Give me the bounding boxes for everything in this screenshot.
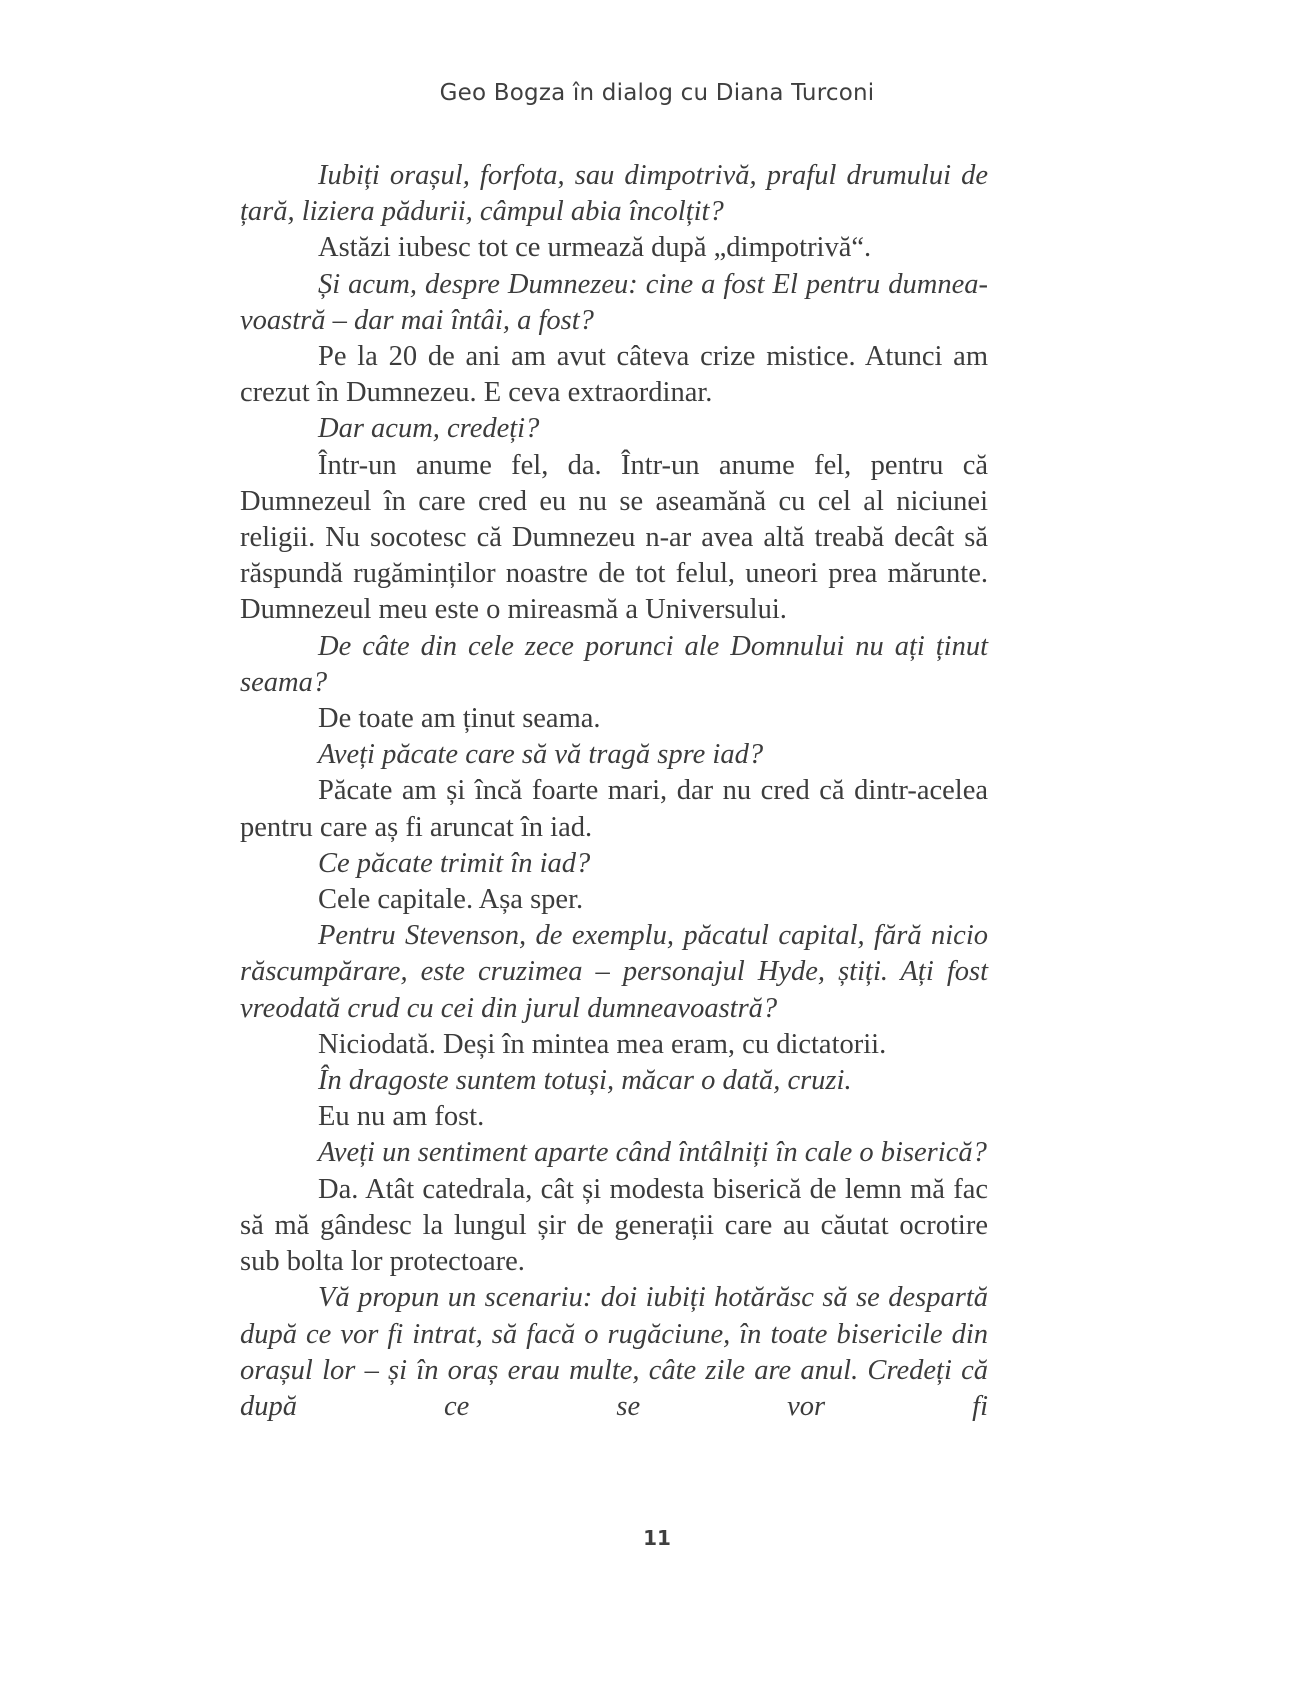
interview-answer: Cele capitale. Așa sper. (318, 884, 584, 916)
interview-answer: Pe la 20 de ani am avut câteva crize mistice. Atunci am crezut în Dumnezeu. E ceva extraordinar. (240, 341, 988, 409)
interview-answer: Într-un anume fel, da. Într-un anume fel, pentru că Dumnezeul în care cred eu nu se aseamănă cu cel al niciunei religii. Nu socotesc că Dumnezeu n-ar avea altă treabă decât să răspundă rugăminților noastre de tot felul, uneori prea mărunte. Dumnezeul meu este o mireasmă a Universului. (240, 449, 988, 626)
running-header-title: Geo Bogza în dialog cu Diana Turconi (439, 80, 875, 106)
interview-answer: De toate am ținut seama. (318, 703, 601, 735)
interview-question: Pentru Stevenson, de exemplu, păcatul capital, fără nicio răscumpărare, este cruzimea – personajul Hyde, știți. Ați fost vreodată crud cu cei din jurul dumneavoastră? (240, 920, 988, 1024)
page-number: 11 (643, 1526, 671, 1550)
interview-question: Dar acum, credeți? (318, 413, 540, 445)
interview-question: Iubiți orașul, forfota, sau dimpotrivă, praful drumului de țară, liziera pădurii, câmpul abia încolțit? (240, 160, 988, 228)
interview-answer: Păcate am și încă foarte mari, dar nu cred că dintr-acelea pentru care aș fi aruncat în iad. (240, 775, 988, 843)
interview-answer: Da. Atât catedrala, cât și modesta biserică de lemn mă fac să mă gândesc la lungul șir de generații care au căutat ocrotire sub bolta lor protectoare. (240, 1173, 988, 1278)
interview-question: Și acum, despre Dumnezeu: cine a fost El pentru dumneavoastră – dar mai întâi, a fost? (240, 268, 988, 336)
interview-question: De câte din cele zece porunci ale Domnului nu ați ținut seama? (240, 630, 988, 698)
interview-question: Aveți un sentiment aparte când întâlniți în cale o biserică? (318, 1137, 987, 1169)
interview-question: Ce păcate trimit în iad? (318, 847, 591, 879)
interview-question: Aveți păcate care să vă tragă spre iad? (318, 739, 764, 771)
body-text (240, 158, 988, 1425)
interview-answer: Eu nu am fost. (318, 1101, 485, 1133)
interview-question: Vă propun un scenariu: doi iubiți hotărăsc să se despartă după ce vor fi intrat, să facă o rugăciune, în toate bisericile din orașul lor – și în oraș erau multe, câte zile are anul. Credeți că după ce se vor fi (240, 1282, 988, 1422)
interview-question: În dragoste suntem totuși, măcar o dată, cruzi. (318, 1065, 852, 1097)
interview-answer: Astăzi iubesc tot ce urmează după „dimpotrivă“. (318, 232, 872, 264)
interview-answer: Niciodată. Deși în mintea mea eram, cu dictatorii. (318, 1028, 887, 1060)
